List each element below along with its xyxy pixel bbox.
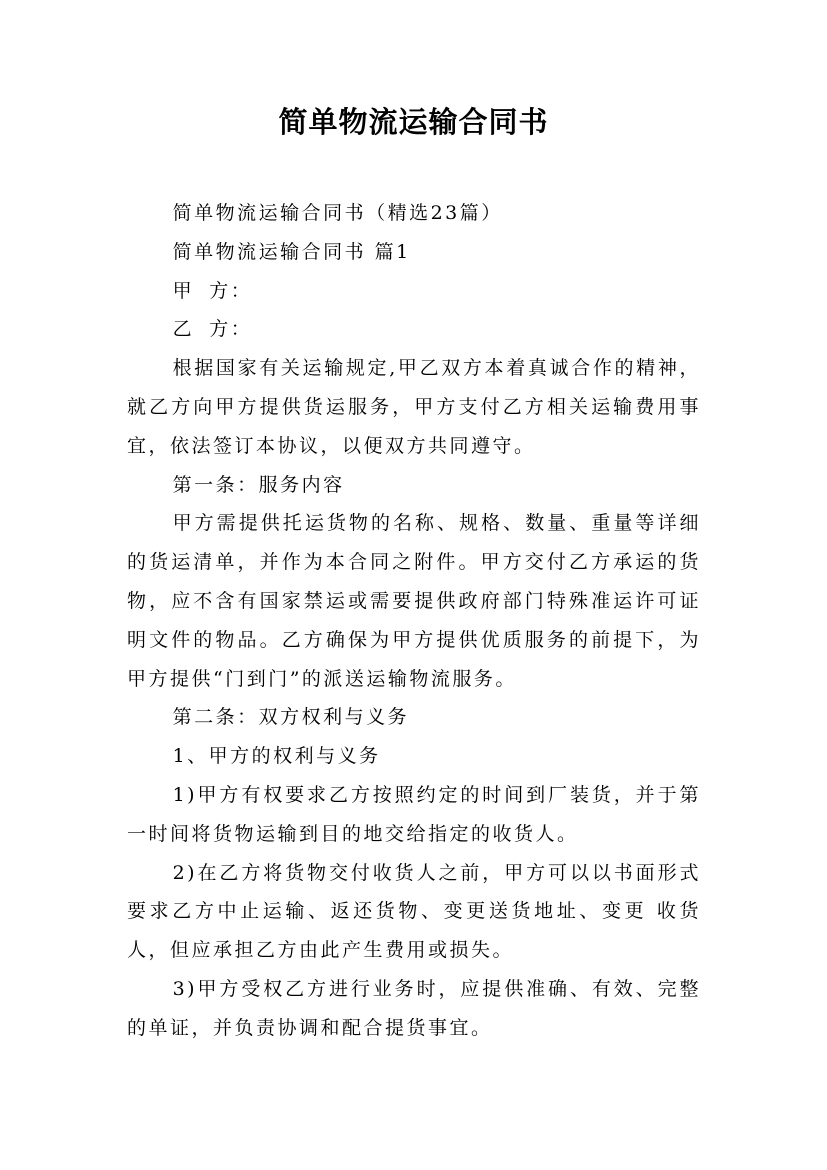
party-a-suffix: 方： [209, 279, 253, 302]
clause-item-3: 3)甲方受权乙方进行业务时，应提供准确、有效、完整的单证，并负责协调和配合提货事宜。 [127, 977, 701, 1039]
document-title: 简单物流运输合同书 [278, 105, 549, 139]
article-1-body: 甲方需提供托运货物的名称、规格、数量、重量等详细的货运清单，并作为本合同之附件。甲方交付乙方承运的货物，应不含有国家禁运或需要提供政府部门特殊准运许可证明文件的物品。乙方确保为甲方提供优质服务的前提下，为甲方提供“门到门”的派送运输物流服务。 [127, 512, 701, 690]
document-subtitle: 简单物流运输合同书（精选23篇） [172, 202, 503, 224]
clause-1-title: 1、甲方的权利与义务 [172, 745, 381, 768]
preamble-paragraph: 根据国家有关运输规定,甲乙双方本着真诚合作的精神，就乙方向甲方提供货运服务，甲方支付乙方相关运输费用事宜，依法签订本协议，以便双方共同遵守。 [127, 357, 701, 457]
party-b-line [127, 310, 701, 349]
party-b-label: 乙 [172, 318, 195, 341]
clause-item-2: 2)在乙方将货物交付收货人之前，甲方可以以书面形式要求乙方中止运输、返还货物、变更送货地址、变更 收货人，但应承担乙方由此产生费用或损失。 [127, 861, 701, 962]
party-a-label: 甲 [172, 279, 195, 302]
clause-item-1: 1)甲方有权要求乙方按照约定的时间到厂装货，并于第一时间将货物运输到目的地交给指定的收货人。 [127, 783, 701, 845]
article-1-title: 第一条：服务内容 [172, 473, 345, 496]
document-body [127, 194, 701, 1048]
article-2-title: 第二条：双方权利与义务 [172, 706, 410, 729]
section-heading: 简单物流运输合同书 篇1 [172, 240, 411, 263]
party-b-suffix: 方： [209, 318, 253, 341]
party-a-line [127, 272, 701, 311]
